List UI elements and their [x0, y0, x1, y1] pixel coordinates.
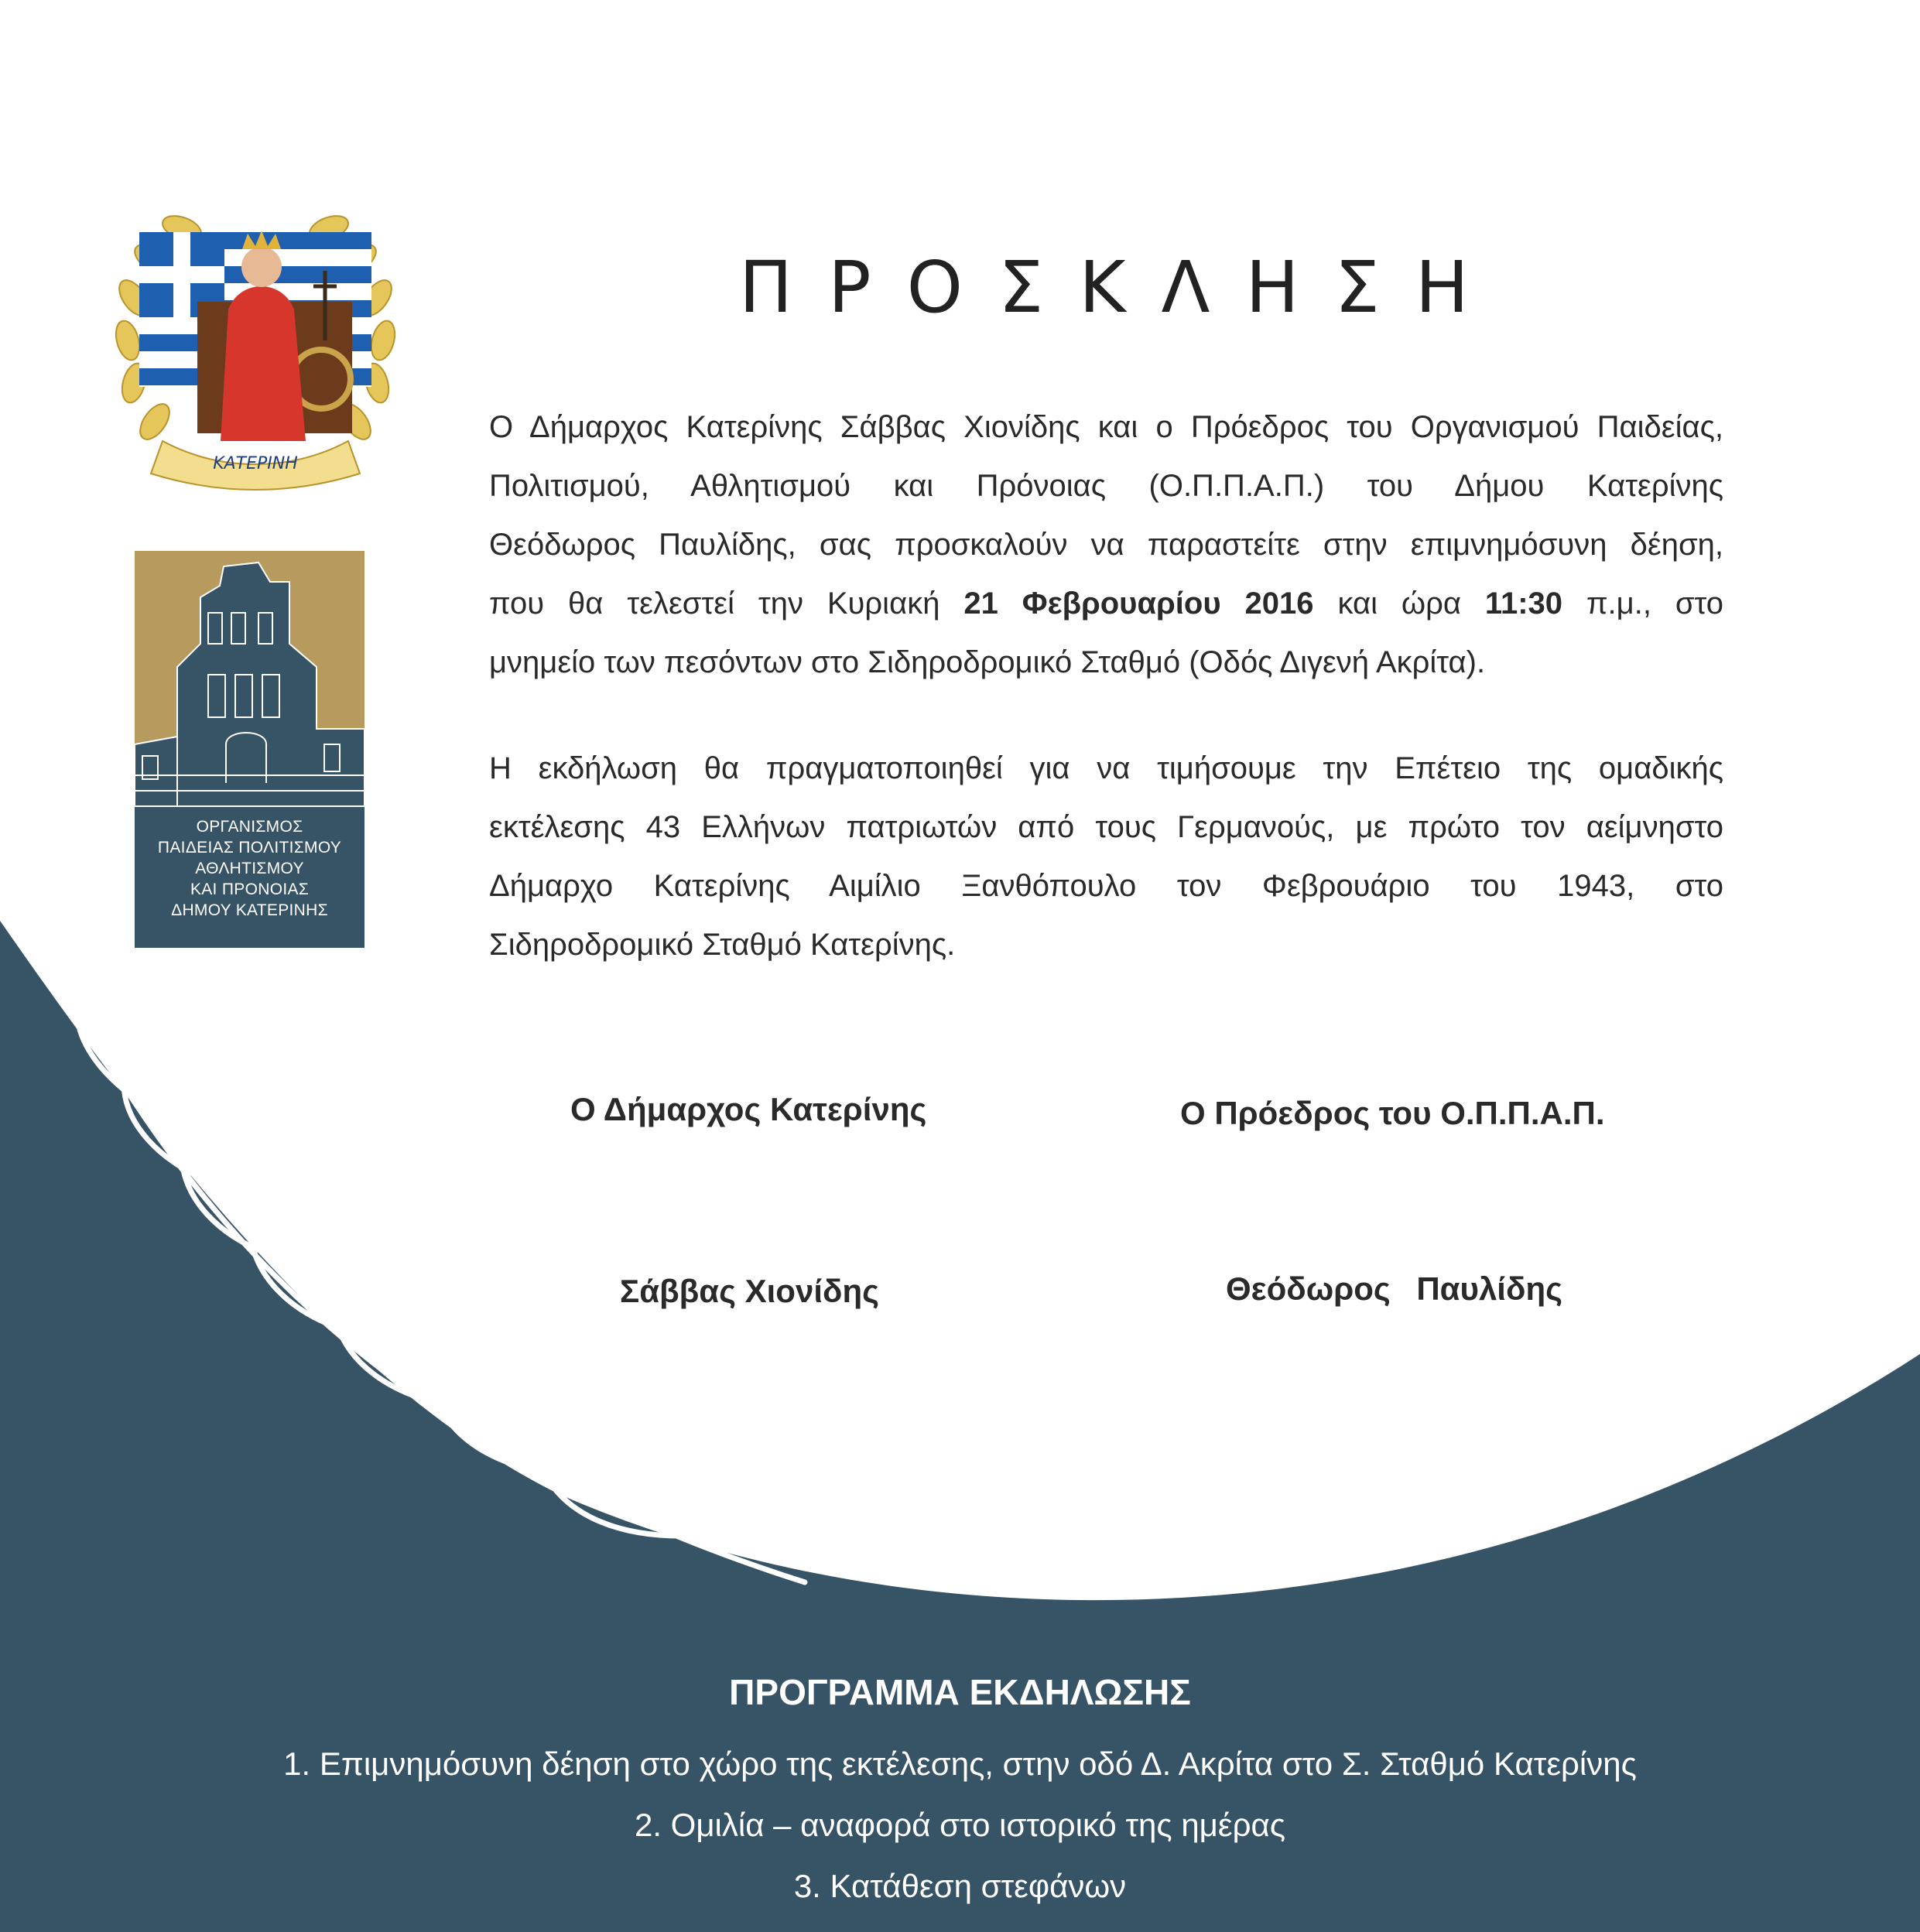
- mayor-title: Ο Δήμαρχος Κατερίνης: [570, 1091, 927, 1127]
- paragraph-line: Δήμαρχο Κατερίνης Αιμίλιο Ξανθόπουλο τον Φεβρουάριο του 1943, στο: [489, 869, 1723, 903]
- paragraph-line: Πολιτισμού, Αθλητισμού και Πρόνοιας (Ο.Π.Π.Α.Π.) του Δήμου Κατερίνης: [489, 469, 1723, 503]
- paragraph-line: Ο Δήμαρχος Κατερίνης Σάββας Χιονίδης και ο Πρόεδρος του Οργανισμού Παιδείας,: [489, 410, 1723, 444]
- oppap-logo-text: [135, 816, 364, 921]
- crest-label: ΚΑΤΕΡΙΝΗ: [213, 454, 298, 474]
- program-item: 2. Ομιλία – αναφορά στο ιστορικό της ημέρας: [634, 1807, 1286, 1843]
- event-date: 21 Φεβρουαρίου 2016: [963, 586, 1314, 621]
- program-item: 1. Επιμνημόσυνη δέηση στο χώρο της εκτέλεσης, στην οδό Δ. Ακρίτα στο Σ. Σταθμό Κατερίνης: [283, 1746, 1637, 1782]
- oppap-logo-line: ΑΘΛΗΤΙΣΜΟΥ: [195, 860, 304, 877]
- paragraph-line: εκτέλεσης 43 Ελλήνων πατριωτών από τους Γερμανούς, με πρώτο τον αείμνηστο: [489, 810, 1723, 844]
- president-title: Ο Πρόεδρος του Ο.Π.Π.Α.Π.: [1180, 1095, 1605, 1131]
- time-intro: και ώρα: [1337, 586, 1461, 621]
- paragraph-line: Η εκδήλωση θα πραγματοποιηθεί για να τιμήσουμε την Επέτειο της ομαδικής: [489, 751, 1723, 785]
- oppap-logo-line: ΔΗΜΟΥ ΚΑΤΕΡΙΝΗΣ: [171, 901, 328, 919]
- paragraph-line: Σιδηροδρομικό Σταθμό Κατερίνης.: [489, 928, 956, 962]
- oppap-logo-line: ΠΑΙΔΕΙΑΣ ΠΟΛΙΤΙΣΜΟΥ: [157, 839, 342, 857]
- paragraph-line: μνημείο των πεσόντων στο Σιδηροδρομικό Σταθμό (Οδός Διγενή Ακρίτα).: [489, 645, 1486, 679]
- event-purpose-paragraph: [489, 739, 1723, 974]
- mayor-name: Σάββας Χιονίδης: [620, 1273, 879, 1309]
- invitation-paragraph: [489, 398, 1723, 692]
- program-item: 3. Κατάθεση στεφάνων: [793, 1868, 1127, 1904]
- president-name: Θεόδωρος Παυλίδης: [1226, 1270, 1562, 1307]
- event-time: 11:30: [1484, 586, 1563, 621]
- page-title: ΠΡΟΣΚΛΗΣΗ: [739, 246, 1504, 329]
- paragraph-line: Θεόδωρος Παυλίδης, σας προσκαλούν να παραστείτε στην επιμνημόσυνη δέηση,: [489, 528, 1723, 562]
- oppap-logo-line: ΟΡΓΑΝΙΣΜΟΣ: [196, 818, 303, 836]
- time-suffix: π.μ., στο: [1586, 586, 1724, 621]
- date-intro: που θα τελεστεί την Κυριακή: [489, 586, 940, 621]
- paragraph-line-date: [489, 574, 1723, 633]
- municipality-crest-logo: [104, 186, 406, 495]
- oppap-logo-line: ΚΑΙ ΠΡΟΝΟΙΑΣ: [190, 881, 310, 898]
- program-list: [0, 1733, 1920, 1917]
- program-title: ΠΡΟΓΡΑΜΜΑ ΕΚΔΗΛΩΣΗΣ: [729, 1672, 1191, 1712]
